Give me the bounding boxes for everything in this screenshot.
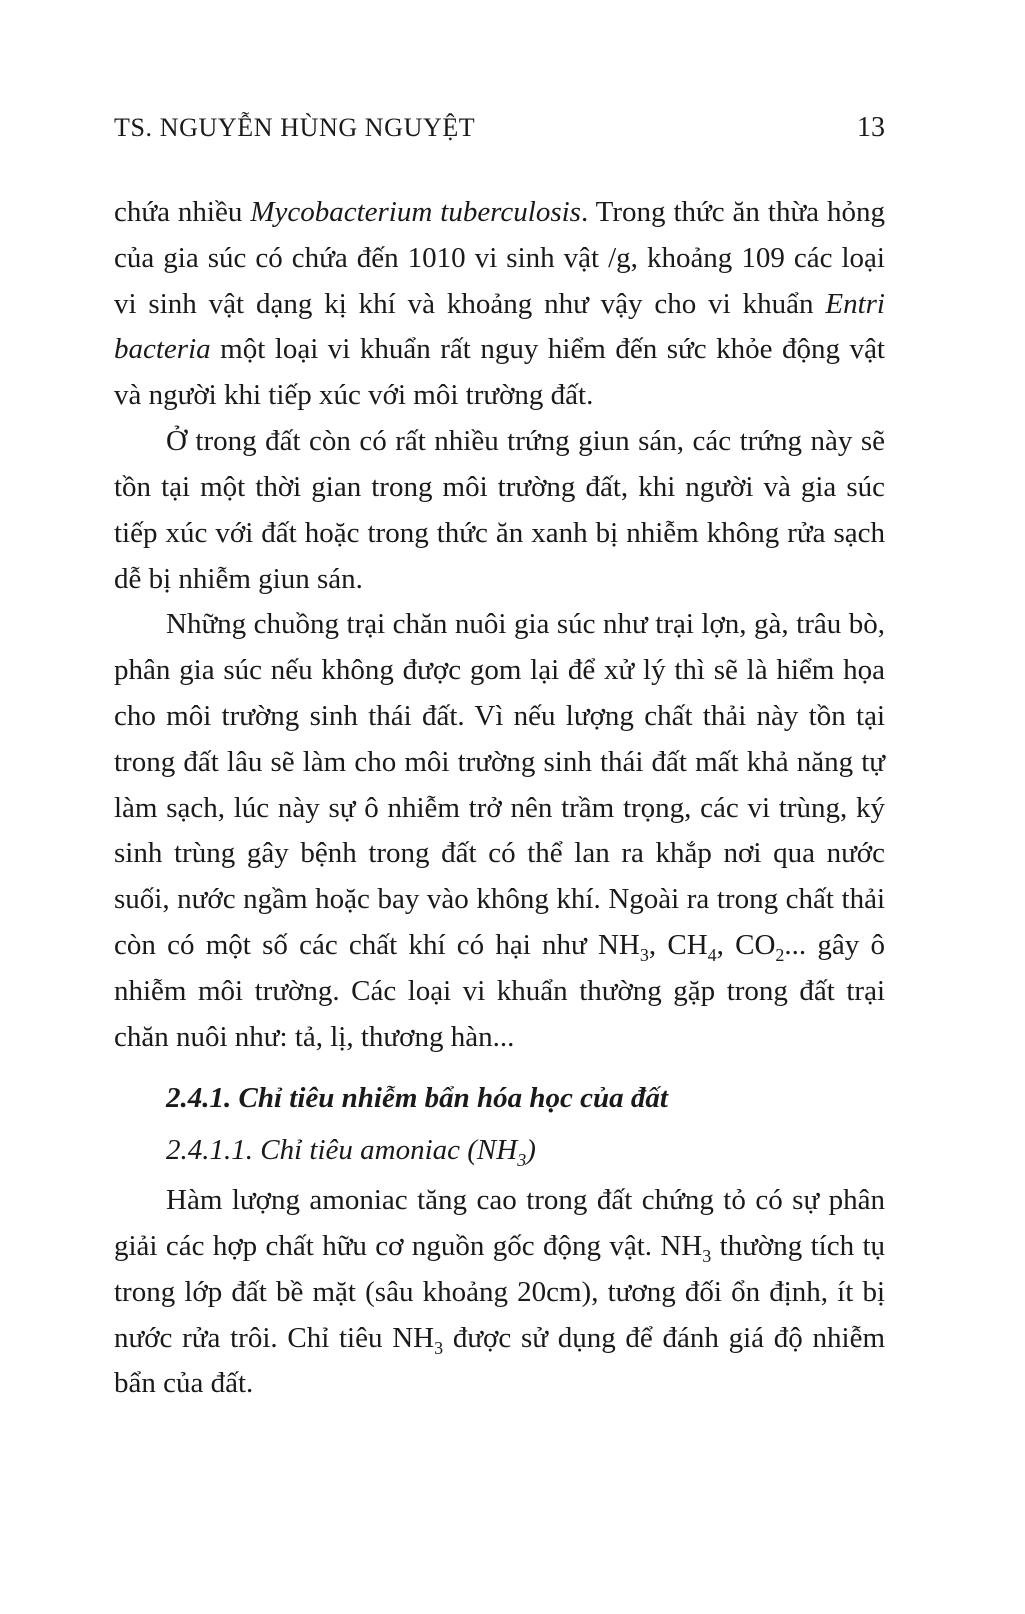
subscript: 2 <box>775 944 785 965</box>
subscript: 3 <box>517 1150 527 1171</box>
subscript: 3 <box>434 1337 444 1358</box>
text-run: ... gây ô nhiễm môi trường. Các loại vi khuẩn thường gặp trong đất trại chăn nuôi như: tả, lị, thương hàn... <box>114 929 885 1053</box>
text-run: Hàm lượng amoniac tăng cao trong đất chứng tỏ có sự phân giải các hợp chất hữu cơ nguồn gốc động vật. NH <box>114 1184 885 1262</box>
page-body <box>114 190 885 1407</box>
paragraph: Ở trong đất còn có rất nhiều trứng giun sán, các trứng này sẽ tồn tại một thời gian trong môi trường đất, khi người và gia súc tiếp xúc với đất hoặc trong thức ăn xanh bị nhiễm không rửa sạch dễ bị nhiễm giun sán. <box>114 425 885 595</box>
page-number: 13 <box>857 112 885 143</box>
subscript: 3 <box>702 1245 712 1266</box>
subscript: 3 <box>639 944 649 965</box>
text-run: Những chuồng trại chăn nuôi gia súc như trại lợn, gà, trâu bò, phân gia súc nếu không được gom lại để xử lý thì sẽ là hiểm họa cho môi trường sinh thái đất. Vì nếu lượng chất thải này tồn tại trong đất lâu sẽ làm cho môi trường sinh thái đất mất khả năng tự làm sạch, lúc này sự ô nhiễm trở nên trầm trọng, các vi trùng, ký sinh trùng gây bệnh trong đất có thể lan ra khắp nơi qua nước suối, nước ngầm hoặc bay vào không khí. Ngoài ra trong chất thải còn có một số các chất khí có hại như NH <box>114 608 885 961</box>
text-run: một loại vi khuẩn rất nguy hiểm đến sức khỏe động vật và người khi tiếp xúc với môi trường đất. <box>114 333 885 412</box>
text-run: chứa nhiều <box>114 196 251 228</box>
species-name-italic: Mycobacterium tuberculosis <box>250 196 581 228</box>
subscript: 4 <box>707 944 717 965</box>
text-run: , CH <box>648 929 708 961</box>
text-run: 2.4.1.1. Chỉ tiêu amoniac (NH <box>166 1134 518 1167</box>
section-heading: 2.4.1. Chỉ tiêu nhiễm bẩn hóa học của đất <box>166 1082 668 1115</box>
text-run: thường tích tụ trong lớp đất bề mặt (sâu khoảng 20cm), tương đối ổn định, ít bị nước rửa trôi. Chỉ tiêu NH <box>114 1229 885 1354</box>
text-run: ) <box>526 1134 536 1167</box>
text-run: . Trong thức ăn thừa hỏng của gia súc có chứa đến 1010 vi sinh vật /g, khoảng 109 các loại vi sinh vật dạng kị khí và khoảng như vậy cho vi khuẩn <box>114 196 885 320</box>
species-name-italic: Entri bacteria <box>114 287 885 366</box>
author-name: TS. NGUYỄN HÙNG NGUYỆT <box>114 113 476 142</box>
subsection-heading <box>166 1128 885 1174</box>
paragraph-continuation <box>114 190 885 419</box>
paragraph <box>114 1178 885 1407</box>
page-header <box>114 112 885 144</box>
paragraph <box>114 602 885 1060</box>
text-run: được sử dụng để đánh giá độ nhiễm bẩn của đất. <box>114 1321 885 1400</box>
text-run: , CO <box>716 929 776 961</box>
